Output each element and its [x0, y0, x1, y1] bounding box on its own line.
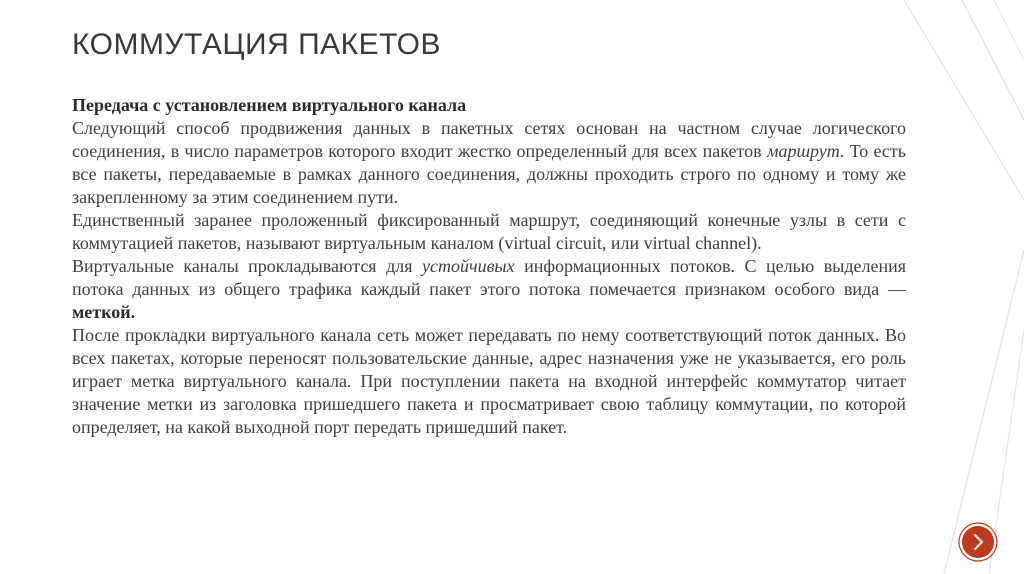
paragraph-3-text-b: информационных потоков. С целью выделения потока данных из общего трафика каждый пакет этого потока помечается признаком особого вида — — [72, 256, 906, 299]
paragraph-2: Единственный заранее проложенный фиксированный маршрут, соединяющий конечные узлы в сети с коммутацией пакетов, называют виртуальным каналом (virtual circuit, или virtual channel). — [72, 210, 906, 253]
paragraph-3-bold: меткой. — [72, 302, 136, 322]
next-slide-button[interactable] — [958, 522, 998, 562]
paragraph-3 — [72, 255, 906, 324]
paragraph-1-italic: маршрут — [766, 141, 840, 161]
paragraph-1-text-a: Следующий способ продвижения данных в пакетных сетях основан на частном случае логического соединения, в число параметров которого входит жестко определенный для всех пакетов — [72, 118, 906, 161]
paragraph-1 — [72, 117, 906, 209]
paragraph-4: После прокладки виртуального канала сеть может передавать по нему соответствующий поток данных. Во всех пакетах, которые переносят пользовательские данные, адрес назначения уже не указывается, его роль играет метка виртуального канала. При поступлении пакета на входной интерфейс коммутатор читает значение метки из заголовка пришедшего пакета и просматривает свою таблицу коммутации, по которой определяет, на какой выходной порт передать пришедший пакет. — [72, 325, 906, 437]
chevron-right-icon — [958, 522, 998, 562]
paragraph-1-text-b: . То есть все пакеты, передаваемые в рамках данного соединения, должны проходить строго по одному и тому же закрепленному за этим соединением пути. — [72, 141, 906, 207]
paragraph-3-italic: устойчивых — [422, 256, 515, 276]
subheading: Передача с установлением виртуального канала — [72, 95, 467, 115]
page-title: КОММУТАЦИЯ ПАКЕТОВ — [72, 28, 441, 61]
paragraph-3-text-a: Виртуальные каналы прокладываются для — [72, 256, 423, 276]
body-text — [72, 94, 906, 439]
